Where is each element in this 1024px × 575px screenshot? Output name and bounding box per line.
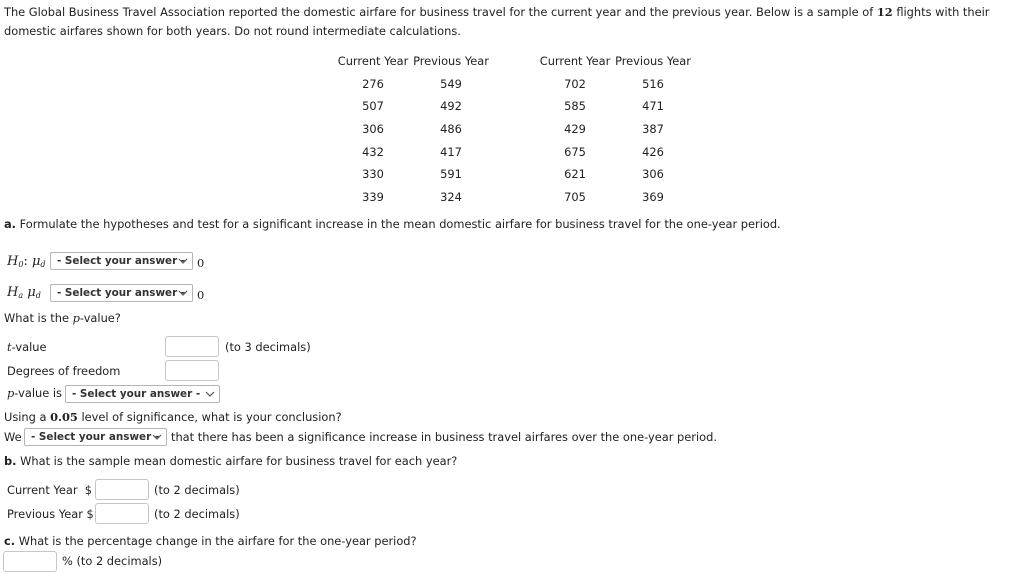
conclusion-select[interactable]: - Select your answer -: [24, 428, 167, 446]
current-year-mean-input[interactable]: [95, 479, 149, 500]
table-row: 705 369: [564, 189, 664, 204]
h0-label: $H_0$: $\mu_d$: [7, 254, 46, 269]
intro-text: The Global Business Travel Association reported the domestic airfare for business travel for the current year and the previous year. Below is a sample of 12 flights with their domestic airfares shown for both years. Do not round intermediate calculations.: [4, 5, 990, 38]
ha-operator-select[interactable]: - Select your answer -: [50, 284, 193, 302]
table-row: 339 324: [362, 189, 462, 204]
conclusion-question: Using a 0.05 level of significance, what is your conclusion?: [4, 410, 342, 424]
table-row: 429 387: [564, 122, 664, 137]
chevron-down-icon: [178, 253, 188, 269]
column-header: Previous Year: [413, 54, 489, 69]
df-input[interactable]: [165, 360, 219, 381]
table-row: 432 417: [362, 144, 462, 159]
table-row: 306 486: [362, 122, 462, 137]
airfare-table-left: [334, 50, 490, 208]
table-row: 276 549: [362, 76, 462, 91]
airfare-table-right: [536, 50, 692, 208]
table-row: 675 426: [564, 144, 664, 159]
pvalue-label: p-value is: [7, 386, 62, 400]
percentage-change-hint: % (to 2 decimals): [62, 554, 163, 568]
chevron-down-icon: [178, 285, 188, 301]
part-c-question: c. What is the percentage change in the airfare for the one-year period?: [4, 534, 417, 548]
current-year-hint: (to 2 decimals): [154, 483, 240, 497]
table-row: 702 516: [564, 76, 664, 91]
part-b-question: b. What is the sample mean domestic airfare for business travel for each year?: [4, 454, 458, 468]
column-header: Previous Year: [615, 54, 691, 69]
pvalue-select[interactable]: - Select your answer -: [65, 385, 220, 403]
previous-year-hint: (to 2 decimals): [154, 507, 240, 521]
conclusion-text: that there has been a significance increase in business travel airfares over the one-year period.: [171, 430, 717, 444]
t-value-hint: (to 3 decimals): [225, 340, 311, 354]
h0-operator-select[interactable]: - Select your answer -: [50, 252, 193, 270]
df-label: Degrees of freedom: [7, 364, 121, 378]
sample-size: 12: [876, 5, 893, 19]
t-value-input[interactable]: [165, 336, 219, 357]
table-row: 621 306: [564, 167, 664, 182]
chevron-down-icon: [152, 429, 162, 445]
ha-label: $H_a$ $\mu_d$: [7, 285, 41, 300]
table-row: 507 492: [362, 99, 462, 114]
h0-value: 0: [197, 256, 205, 270]
we-label: We: [4, 430, 22, 444]
chevron-down-icon: [205, 386, 215, 402]
column-header: Current Year: [539, 54, 611, 69]
part-a-question: a. Formulate the hypotheses and test for a significant increase in the mean domestic airfare for business travel for the one-year period.: [4, 217, 781, 231]
previous-year-label: Previous Year $: [7, 507, 94, 521]
t-value-label: t-value: [7, 340, 47, 354]
previous-year-mean-input[interactable]: [95, 503, 149, 524]
current-year-label: Current Year $: [7, 483, 93, 497]
ha-value: 0: [197, 288, 205, 302]
percentage-change-input[interactable]: [3, 551, 57, 572]
pvalue-question: What is the p-value?: [4, 311, 121, 325]
table-row: 585 471: [564, 99, 664, 114]
column-header: Current Year: [337, 54, 409, 69]
table-row: 330 591: [362, 167, 462, 182]
